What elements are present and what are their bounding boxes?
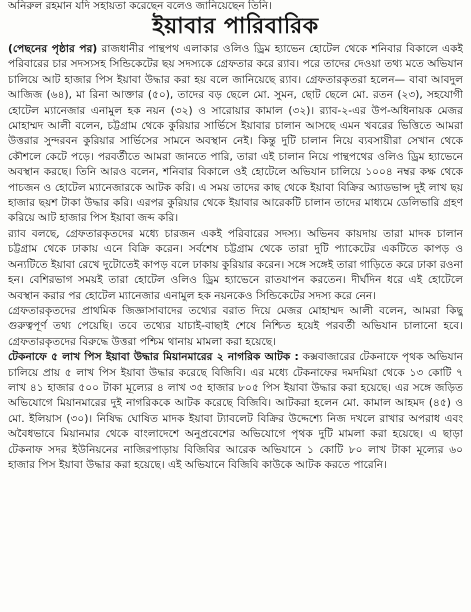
paragraph-2: র‍্যাব বলছে, গ্রেফতারকৃতদের মধ্যে চারজন একই পরিবারের সদস্য। অভিনব কায়দায় তারা মাদক চালান চট্টগ্রাম থেকে ঢাকায় এনে বিক্রি করেন। সর্বশেষ চট্টগ্রাম থেকে তারা দুটি প্যাকেটের একটিতে কাপড় ও অন্যটিতে ইয়াবা রেখে দুটোতেই কাপড় বলে ঢাকায় কুরিয়ার করেন। সঙ্গে সঙ্গেই তারা গাড়িতে করে ঢাকা রওনা হন। বেশিরভাগ সময়ই তারা হোটেল ওলিও ড্রিম হ্যাভেনে রাতযাপন করতেন। দীর্ঘদিন ধরে এই হোটেলে অবস্থান করার পর হোটেল ম্যানেজার এনামুল হক নয়নকেও সিন্ডিকেটের সদস্য করে নেন।: [8, 227, 463, 302]
article-body: [8, 42, 463, 610]
article-headline: ইয়াবার পারিবারিক: [152, 14, 319, 39]
paragraph-4: [8, 350, 463, 473]
previous-article-tail: অনিরুল রহমান যদি সহায়তা করেছেন বলেও জানিয়েছেন তিনি।: [8, 0, 272, 12]
paragraph-1-text: রাজধানীর পান্থপথ এলাকার ওলিও ড্রিম হ্যাভেন হোটেল থেকে শনিবার বিকালে একই পরিবারের চার সদস্যসহ সিন্ডিকেটের ছয় সদস্যকে গ্রেফতার করে র‍্যাব। পরে তাদের দেওয়া তথ্য মতে অভিযান চালিয়ে আট হাজার পিস ইয়াবা উদ্ধার করা হয় বলে জানিয়েছে র‍্যাব। গ্রেফতারকৃতরা হলেন— বাবা আবদুল আজিজ (৬৪), মা রিনা আক্তার (৫০), তাদের বড় ছেলে মো. সুমন, ছোট ছেলে মো. রতন (২৩), সহযোগী হোটেল ম্যানেজার এনামুল হক নয়ন (৩২) ও সারোয়ার কামাল (৩২)। র‍্যাব-২-এর উপ-অধিনায়ক মেজর মোহাম্মদ আলী বলেন, চট্টগ্রাম থেকে কুরিয়ার সার্ভিসে ইয়াবার চালান আসছে এমন খবরের ভিত্তিতে আমরা উত্তরার সুন্দরবন কুরিয়ার সার্ভিসের সামনে অবস্থান নেই। কিন্তু দুটি চালান নিয়ে ব্যবসায়ীরা সেখান থেকে কৌশলে কেটে পড়ে। পরবর্তীতে আমরা জানতে পারি, তারা এই চালান নিয়ে পান্থপথের ওলিও ড্রিম হ্যাভেনে অবস্থান করছে। তিনি আরও বলেন, শনিবার বিকালে ওই হোটেলে অভিযান চালিয়ে ১০০৪ নম্বর কক্ষ থেকে পাচজন ও হোটেল ম্যানেজারকে আটক করি। এ সময় তাদের কাছ থেকে ইয়াবা বিক্রির অ্যাডভান্স দুই লাখ ছয় হাজার ছয়শ টাকা উদ্ধার করি। এরপর কুরিয়ার থেকে ইয়াবার আরেকটি চালান তাদের মাধ্যমে ডেলিভারি গ্রহণ করিয়ে আট হাজার পিস ইয়াবা জব্দ করি।: [8, 43, 463, 225]
continued-label: (পেছনের পৃষ্ঠার পর): [8, 43, 98, 55]
paragraph-3: গ্রেফতারকৃতদের প্রাথমিক জিজ্ঞাসাবাদের তথ্যের বরাত দিয়ে মেজর মোহাম্মদ আলী বলেন, আমরা কিছু গুরুত্বপূর্ণ তথ্য পেয়েছি। তবে তথ্যের যাচাই-বাছাই শেষে নিশ্চিত হয়েই পরবর্তী অভিযান চালানো হবে। গ্রেফতারকৃতদের বিরুদ্ধে উত্তরা পশ্চিম থানায় মামলা করা হয়েছে।: [8, 304, 463, 348]
section-subhead: টেকনাফে ৫ লাখ পিস ইয়াবা উদ্ধার মিয়ানমারের ২ নাগরিক আটক :: [8, 351, 299, 364]
paragraph-1: [8, 42, 463, 227]
paragraph-4-text: কক্সবাজারের টেকনাফে পৃথক অভিযান চালিয়ে প্রায় ৫ লাখ পিস ইয়াবা উদ্ধার করেছে বিজিবি। এর মধ্যে টেকনাফের দমদমিয়া থেকে ১৩ কোটি ৭ লাখ ৪১ হাজার ৫০০ টাকা মূল্যের ৪ লাখ ৩৫ হাজার ৮০৫ পিস ইয়াবা উদ্ধার করা হয়েছে। এর সঙ্গে জড়িত অভিযোগে মিয়ানমারের দুই নাগরিককে আটক করেছে বিজিবি। আটকরা হলেন মো. কামাল আহমদ (৪৫) ও মো. ইলিয়াস (৩০)। নিষিদ্ধ ঘোষিত মাদক ইয়াবা ট্যাবলেট বিক্রির উদ্দেশ্যে নিজ দখলে রাখার অপরাধ এবং অবৈধভাবে মিয়ানমার থেকে বাংলাদেশে অনুপ্রবেশের অভিযোগে পৃথক দুটি মামলা করা হয়েছে। এ ছাড়া টেকনাফ সদর ইউনিয়নের নাজিরপাড়ায় বিজিবির আরেক অভিযানে ১ কোটি ৮০ লাখ টাকা মূল্যের ৬০ হাজার পিস ইয়াবা উদ্ধার করা হয়েছে। এই অভিযানে বিজিবি কাউকে আটক করতে পারেনি।: [8, 351, 463, 471]
